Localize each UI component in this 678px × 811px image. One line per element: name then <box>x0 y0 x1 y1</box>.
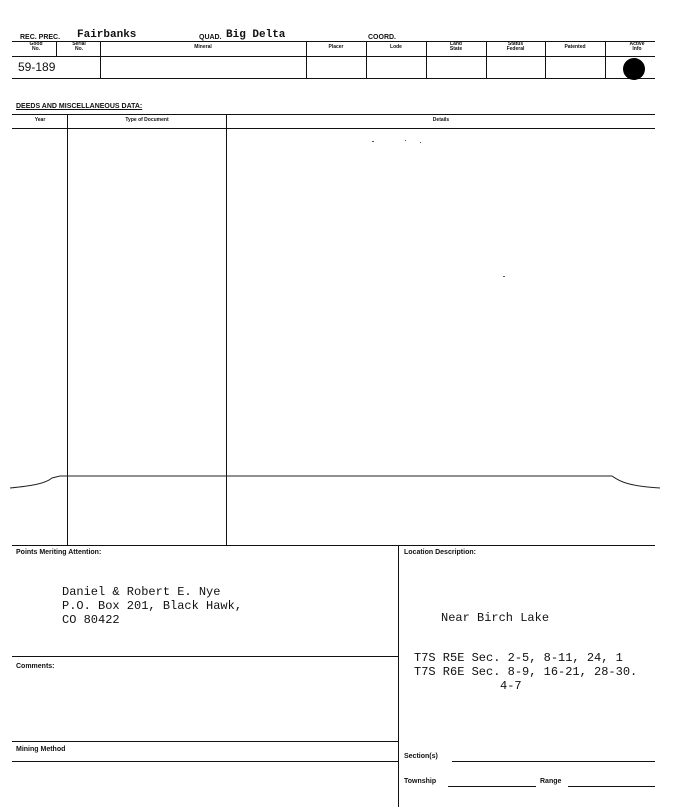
header-divider-6 <box>486 41 487 78</box>
rec-prec-label: REC. PREC. <box>20 34 61 41</box>
points-line-3: CO 80422 <box>62 613 120 627</box>
points-line-1: Daniel & Robert E. Nye <box>62 585 221 599</box>
file-number: 59-189 <box>18 60 56 74</box>
deeds-section-title: DEEDS AND MISCELLANEOUS DATA: <box>16 103 143 110</box>
header-divider-7 <box>545 41 546 78</box>
mining-rule-2 <box>12 761 398 762</box>
quad-label: QUAD. <box>199 34 222 41</box>
sections-label: Section(s) <box>404 753 438 760</box>
points-label: Points Meriting Attention: <box>16 549 102 556</box>
col-type: Type of Document <box>125 117 169 123</box>
header-rule-top <box>12 41 655 42</box>
mining-label: Mining Method <box>16 746 66 753</box>
speck <box>405 140 406 141</box>
lode-header: Lode <box>390 44 402 50</box>
header-divider-4 <box>366 41 367 78</box>
deeds-rule-header <box>12 128 655 129</box>
points-line-2: P.O. Box 201, Black Hawk, <box>62 599 243 613</box>
speck <box>503 276 505 277</box>
speck <box>372 141 374 142</box>
coord-label: COORD. <box>368 34 396 41</box>
header-rule-bottom <box>12 78 655 79</box>
lower-divider <box>398 545 399 807</box>
land-state-header: Land State <box>449 41 463 52</box>
range-label: Range <box>540 778 562 785</box>
header-divider-2 <box>100 41 101 78</box>
good-no-header: Good No. <box>29 41 43 52</box>
township-label: Township <box>404 778 437 785</box>
header-divider-5 <box>426 41 427 78</box>
sections-field-line[interactable] <box>452 761 655 762</box>
range-field-line[interactable] <box>568 786 655 787</box>
location-label: Location Description: <box>404 549 476 556</box>
location-line-3: 4-7 <box>500 679 522 693</box>
comments-label: Comments: <box>16 663 55 670</box>
col-details: Details <box>432 117 450 123</box>
location-place: Near Birch Lake <box>441 611 550 625</box>
location-line-2: T7S R6E Sec. 8-9, 16-21, 28-30. <box>414 665 638 679</box>
patented-header: Patented <box>564 44 586 50</box>
comments-rule <box>12 656 398 657</box>
header-divider-1 <box>56 41 57 56</box>
speck <box>420 142 421 143</box>
location-line-1: T7S R5E Sec. 2-5, 8-11, 24, 1 <box>414 651 623 665</box>
quad-value: Big Delta <box>226 29 286 41</box>
header-rule-mid <box>12 56 655 57</box>
township-field-line[interactable] <box>448 786 536 787</box>
status-federal-header: Status Federal <box>506 41 525 52</box>
deeds-rule-top <box>12 114 655 115</box>
header-divider-3 <box>306 41 307 78</box>
active-dot <box>623 58 645 80</box>
active-info-header: Active Info <box>629 41 645 52</box>
rec-prec-value: Fairbanks <box>77 29 137 41</box>
page-fold-line <box>0 466 678 496</box>
col-year: Year <box>34 117 46 123</box>
mining-rule <box>12 741 398 742</box>
header-divider-8 <box>605 41 606 78</box>
placer-header: Placer <box>328 44 344 50</box>
deeds-rule-bottom <box>12 545 655 546</box>
mineral-header: Mineral <box>194 44 212 50</box>
serial-no-header: Serial No. <box>72 41 86 52</box>
